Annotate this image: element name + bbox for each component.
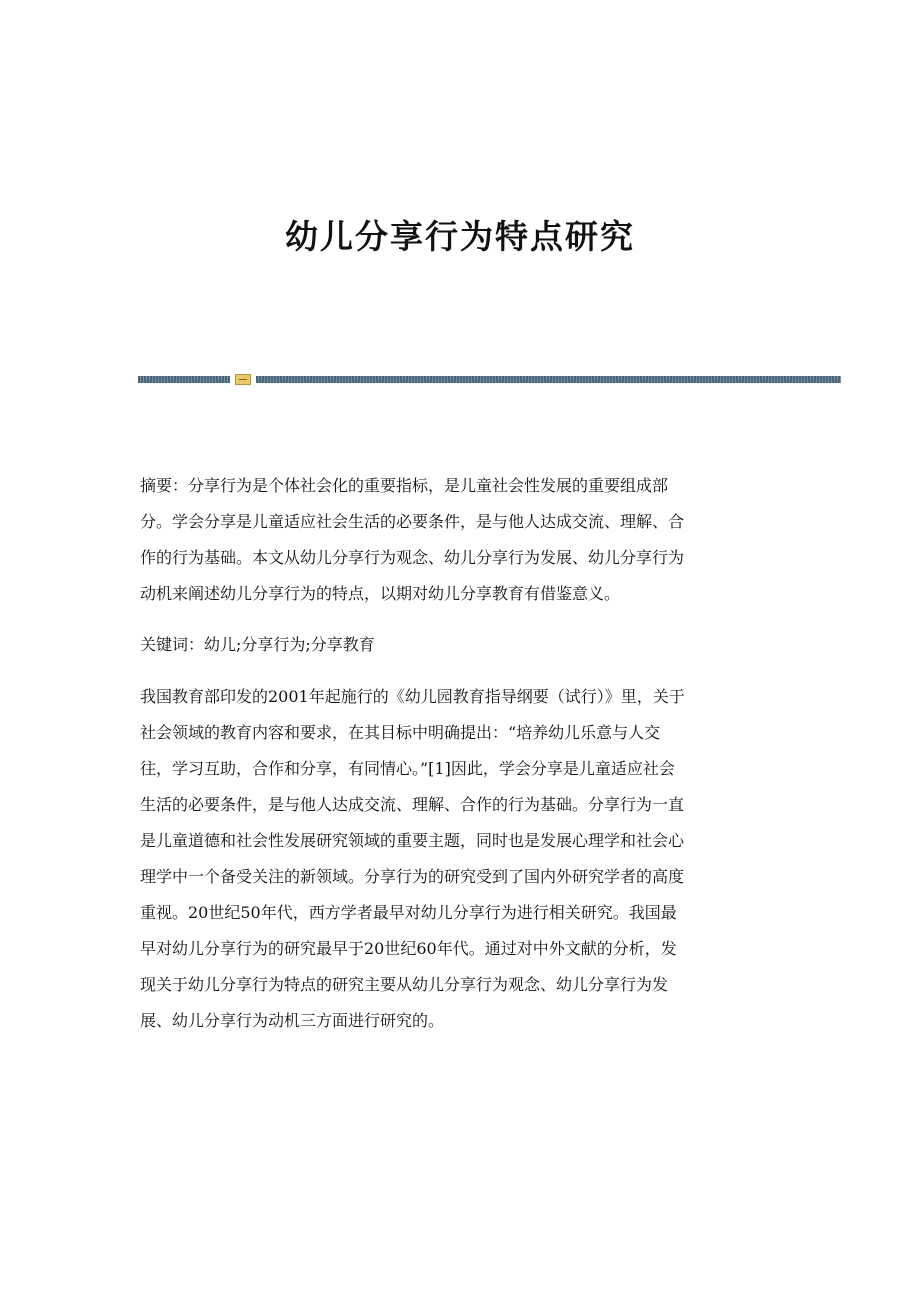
body-paragraph: 我国教育部印发的2001年起施行的《幼儿园教育指导纲要（试行）》里，关于 社会领域的教育内容和要求，在其目标中明确提出：“培养幼儿乐意与人交 往，学习互助，合作和分享，有同情心。”[1]因此，学会分享是儿童适应社会 生活的必要条件，是与他人达成交流、理解、合作的行为基础。分享行为一直 是儿童道德和社会性发展研究领域的重要主题，同时也是发展心理学和社会心 理学中一个备受关注的新领域。分享行为的研究受到了国内外研究学者的高度 重视。20世纪50年代，西方学者最早对幼儿分享行为进行相关研究。我国最 早对幼儿分享行为的研究最早于20世纪60年代。通过对中外文献的分析，发 现关于幼儿分享行为特点的研究主要从幼儿分享行为观念、幼儿分享行为发 展、幼儿分享行为动机三方面进行研究的。 xyxy=(140,687,685,1030)
abstract-paragraph: 摘要：分享行为是个体社会化的重要指标，是儿童社会性发展的重要组成部 分。学会分享是儿童适应社会生活的必要条件，是与他人达成交流、理解、合 作的行为基础。本文从幼儿分享行为观念、幼儿分享行为发展、幼儿分享行为 动机来阐述幼儿分享行为的特点，以期对幼儿分享教育有借鉴意义。 xyxy=(140,476,685,603)
divider-bar-left xyxy=(138,376,230,383)
document-title: 幼儿分享行为特点研究 xyxy=(285,217,635,256)
title-divider xyxy=(138,374,841,383)
divider-bar-right xyxy=(256,376,841,383)
document-body xyxy=(140,468,784,1054)
keywords-line: 关键词：幼儿;分享行为;分享教育 xyxy=(140,635,375,654)
divider-emblem-icon xyxy=(235,374,251,385)
